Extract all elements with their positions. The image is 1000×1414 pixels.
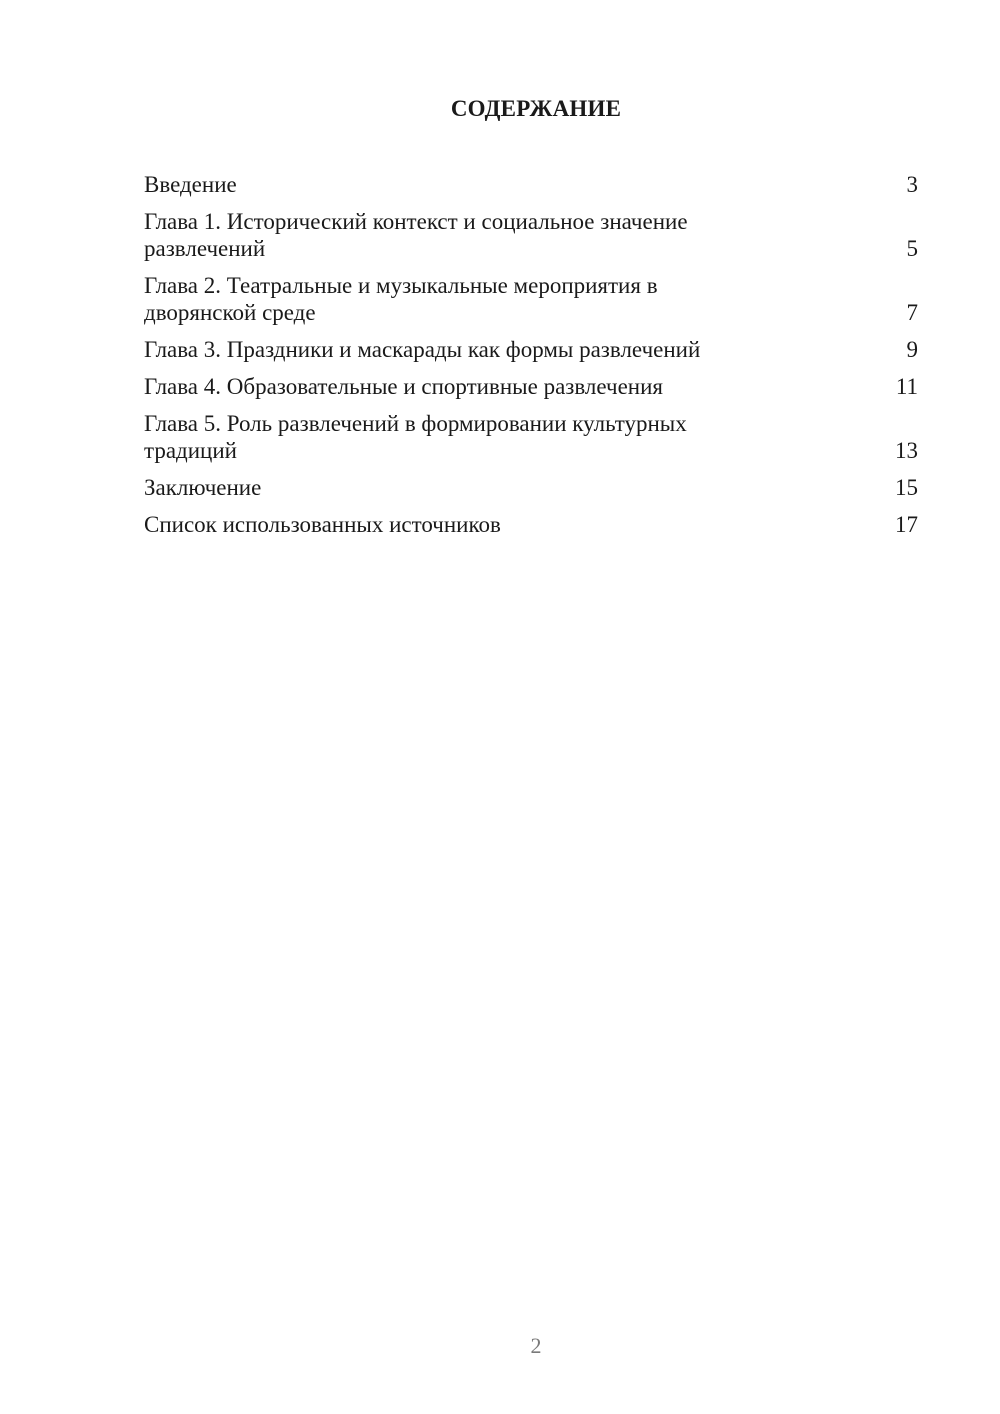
toc-entry-chapter-3[interactable] [144,336,918,363]
toc-entry-chapter-1[interactable] [144,208,918,262]
toc-entry-page: 15 [895,475,918,500]
toc-entry-label: Глава 1. Исторический контекст и социальное значение развлечений [144,209,688,261]
page-number: 2 [530,1333,542,1358]
toc-entry-label: Введение [144,172,237,197]
toc-entry-label: Глава 2. Театральные и музыкальные мероприятия в дворянской среде [144,273,658,325]
toc-entry-conclusion[interactable] [144,474,918,501]
toc-entry-label: Глава 4. Образовательные и спортивные развлечения [144,374,664,399]
toc-entry-page: 3 [906,172,918,197]
toc-entry-page: 17 [895,512,918,537]
toc-entry-references[interactable] [144,511,918,538]
table-of-contents [144,171,918,548]
toc-entry-page: 9 [906,337,918,362]
toc-entry-chapter-5[interactable] [144,410,918,464]
toc-entry-page: 11 [895,374,918,399]
toc-entry-chapter-2[interactable] [144,272,918,326]
toc-entry-page: 5 [906,236,918,261]
toc-entry-label: Глава 3. Праздники и маскарады как формы развлечений [144,337,701,362]
toc-entry-label: Заключение [144,475,262,500]
toc-entry-introduction[interactable] [144,171,918,198]
toc-entry-chapter-4[interactable] [144,373,918,400]
toc-entry-label: Глава 5. Роль развлечений в формировании культурных традиций [144,411,687,463]
toc-entry-page: 7 [906,300,918,325]
toc-entry-label: Список использованных источников [144,512,501,537]
toc-entry-page: 13 [895,438,918,463]
toc-title: СОДЕРЖАНИЕ [450,96,622,121]
